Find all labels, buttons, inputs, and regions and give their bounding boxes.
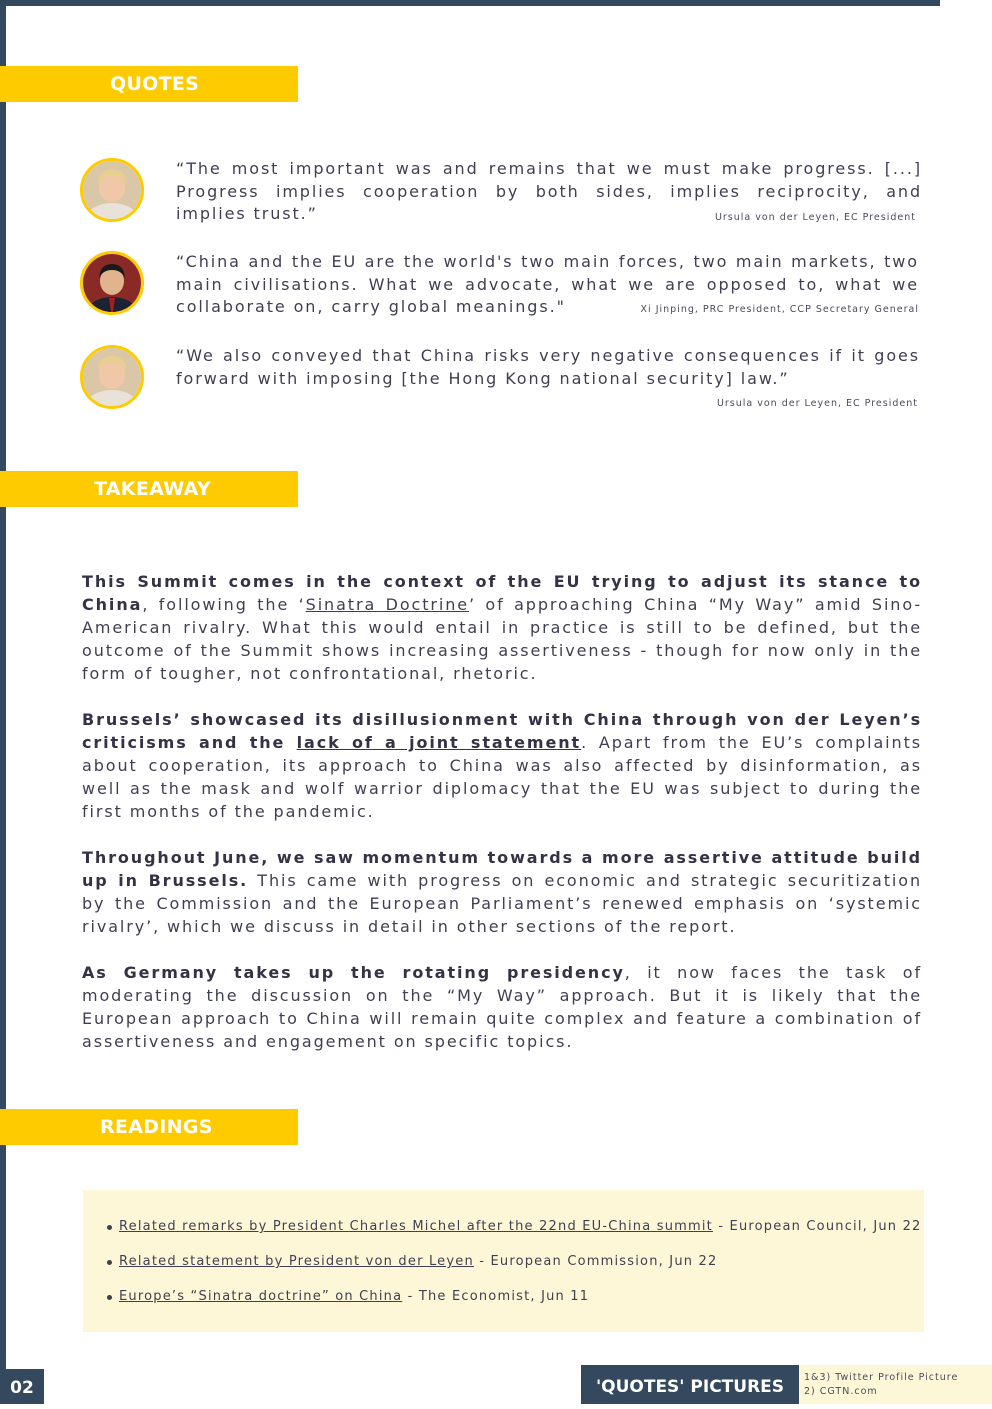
quote-item	[80, 345, 922, 411]
takeaway-paragraph: This Summit comes in the context of the EU trying to adjust its stance to China, following the ‘Sinatra Doctrine’ of approaching China “My Way” amid Sino-American rivalry. What this would entail in practice is still to be defined, but the outcome of the Summit shows increasing assertiveness - though for now only in the form of tougher, not confrontational, rhetoric.	[82, 572, 922, 683]
avatar-xi-jinping	[80, 251, 144, 315]
reading-item: Related statement by President von der Leyen - European Commission, Jun 22	[107, 1253, 922, 1288]
quote-attribution: Ursula von der Leyen, EC President	[714, 212, 916, 223]
quotes-section-header	[0, 66, 298, 102]
page-number: 02	[0, 1369, 44, 1404]
quote-text: “We also conveyed that China risks very negative consequences if it goes forward with imposing [the Hong Kong national security] law.”	[176, 346, 920, 388]
readings-list-box	[83, 1190, 924, 1332]
joint-statement-link[interactable]: lack of a joint statement	[296, 733, 582, 752]
top-rule	[0, 0, 940, 6]
readings-section-title: READINGS	[100, 1116, 213, 1138]
quote-text: “The most important was and remains that we must make progress. [...] Progress implies cooperation by both sides, implies reciprocity, and implies trust.”	[176, 159, 922, 223]
takeaway-paragraph: As Germany takes up the rotating presidency, it now faces the task of moderating the discussion on the “My Way” approach. But it is likely that the European approach to China will remain quite complex and feature a combination of assertiveness and engagement on specific topics.	[82, 963, 922, 1051]
picture-credits	[799, 1365, 992, 1404]
takeaway-body	[82, 570, 922, 1076]
reading-item: Europe’s “Sinatra doctrine” on China - The Economist, Jun 11	[107, 1288, 922, 1323]
sinatra-doctrine-link[interactable]: Sinatra Doctrine	[305, 595, 469, 614]
reading-link-von-der-leyen-statement[interactable]: Related statement by President von der Leyen	[119, 1254, 474, 1269]
credit-line: 2) CGTN.com	[804, 1386, 878, 1397]
takeaway-section-title: TAKEAWAY	[94, 478, 211, 500]
reading-link-economist[interactable]: Europe’s “Sinatra doctrine” on China	[119, 1289, 403, 1304]
reading-item: Related remarks by President Charles Michel after the 22nd EU-China summit - European Council, Jun 22	[107, 1218, 922, 1253]
avatar-von-der-leyen	[80, 158, 144, 222]
quote-text: “China and the EU are the world's two main forces, two main markets, two main civilisations. What we advocate, what we are opposed to, what we collaborate on, carry global meanings."	[176, 252, 919, 316]
left-rule	[0, 0, 6, 1404]
quotes-section-title: QUOTES	[110, 73, 200, 95]
takeaway-paragraph: Throughout June, we saw momentum towards a more assertive attitude build up in Brussels. This came with progress on economic and strategic securitization by the Commission and the European Parliament’s renewed emphasis on ‘systemic rivalry’, which we discuss in detail in other sections of the report.	[82, 848, 922, 936]
quote-item	[80, 251, 922, 317]
takeaway-section-header	[0, 471, 298, 507]
quote-item	[80, 158, 922, 224]
avatar-von-der-leyen	[80, 345, 144, 409]
takeaway-paragraph: Brussels’ showcased its disillusionment with China through von der Leyen’s criticisms and the lack of a joint statement. Apart from the EU’s complaints about cooperation, its approach to China was also affected by disinformation, as well as the mask and wolf warrior diplomacy that the EU was subject to during the first months of the pandemic.	[82, 710, 922, 821]
readings-list	[107, 1218, 922, 1323]
readings-section-header	[0, 1109, 298, 1145]
quote-attribution: Ursula von der Leyen, EC President	[716, 398, 918, 409]
credit-line: 1&3) Twitter Profile Picture	[804, 1372, 959, 1383]
credits-title: 'QUOTES' PICTURES	[581, 1365, 799, 1404]
reading-link-michel-remarks[interactable]: Related remarks by President Charles Michel after the 22nd EU-China summit	[119, 1219, 713, 1234]
quote-attribution: Xi Jinping, PRC President, CCP Secretary General	[640, 304, 919, 315]
